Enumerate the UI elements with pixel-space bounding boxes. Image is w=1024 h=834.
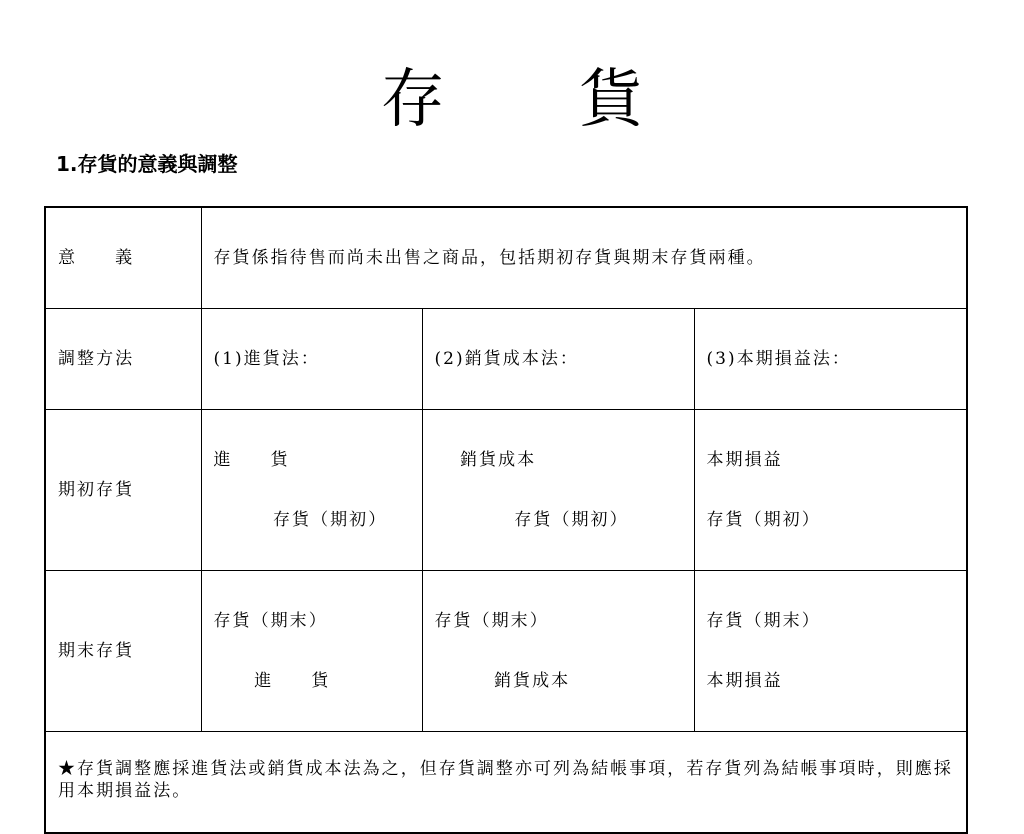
opening-income-credit: 存貨（期初） xyxy=(706,510,821,530)
opening-purchases-cell xyxy=(201,410,422,571)
table-row-opening xyxy=(45,410,967,571)
opening-income-debit: 本期損益 xyxy=(706,450,783,470)
table-row-meaning xyxy=(45,207,967,309)
opening-purchases-debit: 進 貨 xyxy=(213,450,290,470)
closing-income-credit: 本期損益 xyxy=(706,671,783,691)
closing-cogs-cell xyxy=(422,571,694,732)
opening-purchases-credit: 存貨（期初） xyxy=(273,510,388,530)
method-income-summary: (3)本期損益法： xyxy=(694,309,967,410)
method-purchases: (1)進貨法： xyxy=(201,309,422,410)
opening-income-cell xyxy=(694,410,967,571)
closing-cogs-debit: 存貨（期末） xyxy=(434,611,549,631)
opening-label: 期初存貨 xyxy=(45,410,201,571)
closing-purchases-cell xyxy=(201,571,422,732)
closing-cogs-credit: 銷貨成本 xyxy=(494,671,571,691)
closing-income-debit: 存貨（期末） xyxy=(706,611,821,631)
method-label: 調整方法 xyxy=(45,309,201,410)
closing-purchases-debit: 存貨（期末） xyxy=(213,611,328,631)
closing-purchases-credit: 進 貨 xyxy=(254,671,331,691)
section-heading: 1.存貨的意義與調整 xyxy=(56,152,238,176)
footnote: ★存貨調整應採進貨法或銷貨成本法為之，但存貨調整亦可列為結帳事項，若存貨列為結帳事項時，則應採用本期損益法。 xyxy=(45,732,967,834)
table-row-note xyxy=(45,732,967,834)
inventory-table xyxy=(44,206,968,834)
opening-cogs-credit: 存貨（期初） xyxy=(514,510,629,530)
opening-cogs-debit: 銷貨成本 xyxy=(460,450,537,470)
closing-income-cell xyxy=(694,571,967,732)
page-title: 存 貨 xyxy=(380,63,679,137)
opening-cogs-cell xyxy=(422,410,694,571)
method-cost-of-goods-sold: (2)銷貨成本法： xyxy=(422,309,694,410)
table-row-closing xyxy=(45,571,967,732)
closing-label: 期末存貨 xyxy=(45,571,201,732)
table-row-method xyxy=(45,309,967,410)
meaning-text: 存貨係指待售而尚未出售之商品，包括期初存貨與期末存貨兩種。 xyxy=(201,207,967,309)
meaning-label: 意 義 xyxy=(45,207,201,309)
